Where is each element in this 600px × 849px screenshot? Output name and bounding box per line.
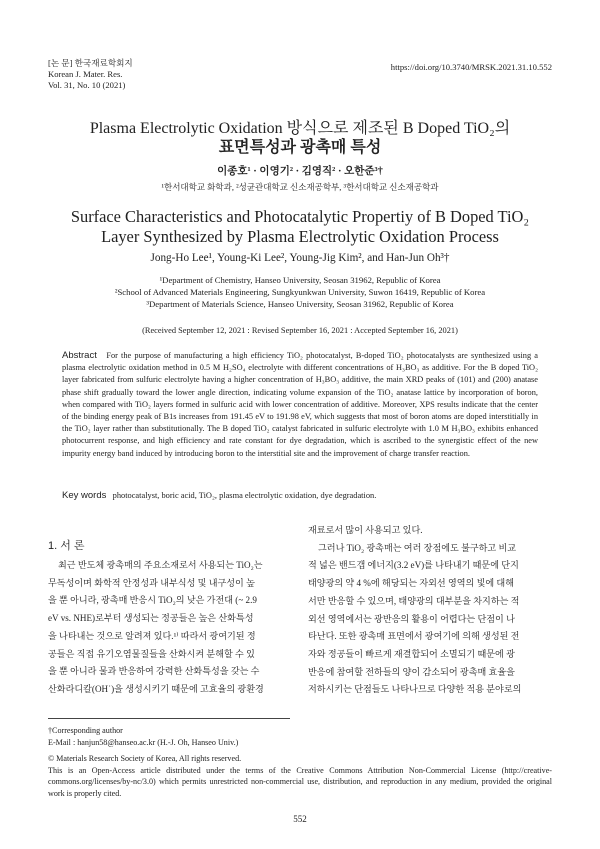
right-line: 서만 반응할 수 있으며, 태양광의 대부분을 차지하는 적 xyxy=(308,595,520,606)
affiliation-2: ²School of Advanced Materials Engineering, Sungkyunkwan University, Suwon 16419, Republic of Korea xyxy=(114,287,486,297)
author-email: E-Mail : hanjun58@hanseo.ac.kr (H.-J. Oh, Hanseo Univ.) xyxy=(48,737,239,747)
left-line: eV vs. NHE)로부터 생성되는 정공들은 높은 산화특성 xyxy=(48,613,254,624)
authors-kr: 이종호¹ · 이영기² · 김영직² · 오한준³† xyxy=(217,166,383,177)
right-line: 반응에 참여할 전하들의 양이 감소되어 광촉매 효율을 xyxy=(308,666,515,677)
footnote-divider xyxy=(48,718,290,719)
right-line: 재료로서 많이 사용되고 있다. xyxy=(308,525,423,535)
left-line: 을 뿐 아니라, 광촉매 반응시 TiO₂의 낮은 가전대 (~ 2.9 xyxy=(48,595,257,606)
abstract xyxy=(62,350,538,460)
left-column xyxy=(48,557,290,699)
title-kr xyxy=(0,119,600,157)
title-en-line1: Surface Characteristics and Photocatalytic Propertiy of B Doped TiO₂ xyxy=(70,207,530,226)
abstract-text: For the purpose of manufacturing a high efficiency TiO₂ photocatalyst, B-doped TiO₂ photocatalysts are synthesized using a plasma electrolytic oxidation method in 0.5 M H₂SO₄ electrolyte with different concentrations of H₃BO₃ as additive. For the B doped TiO₂ layer fabricated from sulfuric electrolyte having a higher concentration of H₃BO₃ additive, the main XRD peaks of (101) and (200) anatase phase shift gradually toward the lower angle direction, indicating volume expansion of the TiO₂ anatase lattice by incorporation of boron, when compared with TiO₂ layers formed in sulfuric acid with lower concentration of additive. Moreover, XPS results indicate that the center of the binding energy peak of B1s increases from 191.45 eV to 191.98 eV, which suggests that most of boron atoms are doped interstitially in the TiO₂ layer rather than substitutionally. The B doped TiO₂ catalyst fabricated in sulfuric electrolyte with 1.0 M H₃BO₃ exhibits enhanced photocurrent response, and high efficiency and rate constant for dye degradation, which is ascribed to the synergistic effect of the new impurity energy band induced by introducing boron to the interstitial site and the improvement of charge transfer reaction. xyxy=(62,351,538,458)
right-line: 외선 영역에서는 광반응의 활용이 어렵다는 단점이 나 xyxy=(308,613,515,624)
doi-link[interactable]: https://doi.org/10.3740/MRSK.2021.31.10.552 xyxy=(390,62,552,72)
title-en xyxy=(0,207,600,247)
right-line: 태양광의 약 4 %에 해당되는 자외선 영역의 빛에 대해 xyxy=(308,578,515,589)
footnote xyxy=(48,725,552,799)
license-notice: This is an Open-Access article distributed under the terms of the Creative Commons Attribution Non-Commercial License (http://creative-commons.org/licenses/by-nc/3.0) which permits unrestricted non-commercial use, distribution, and reproduction in any medium, provided the original work is properly cited. xyxy=(48,765,552,798)
keywords xyxy=(62,490,538,501)
corresponding-author: †Corresponding author xyxy=(48,726,123,735)
left-line: 무독성이며 화학적 안정성과 내부식성 및 내구성이 높 xyxy=(48,577,255,588)
right-column xyxy=(308,522,552,699)
left-line: 을 나타내는 것으로 알려져 있다.¹⁾ 따라서 광여기된 정 xyxy=(48,630,256,641)
keywords-text: photocatalyst, boric acid, TiO₂, plasma electrolytic oxidation, dye degradation. xyxy=(112,491,377,500)
right-line: 자와 정공들이 빠르게 재결합되어 소멸되기 때문에 광 xyxy=(308,648,515,659)
right-line: 타난다. 또한 광촉매 표면에서 광여기에 의해 생성된 전 xyxy=(308,631,520,642)
page-number: 552 xyxy=(293,814,307,824)
affiliations-kr: ¹한서대학교 화학과, ²성균관대학교 신소재공학부, ³한서대학교 신소재공학과 xyxy=(161,182,439,192)
left-line: 공들은 직접 유기오염물질들을 산화시켜 분해할 수 있 xyxy=(48,648,255,659)
title-kr-line1: Plasma Electrolytic Oxidation 방식으로 제조된 B Doped TiO₂의 xyxy=(89,120,511,137)
keywords-label: Key words xyxy=(62,490,107,501)
right-line: 그러나 TiO₂ 광촉매는 여러 장점에도 불구하고 비교 xyxy=(318,542,517,553)
left-line: 산화라디칼(OH˙)을 생성시키기 때문에 고효율의 광환경 xyxy=(48,683,264,694)
section-heading-introduction: 1. 서 론 xyxy=(48,540,85,552)
affiliations-en xyxy=(0,274,600,310)
journal-name-kr: [논 문] 한국재료학회지 xyxy=(48,58,133,68)
title-en-line2: Layer Synthesized by Plasma Electrolytic Oxidation Process xyxy=(101,227,499,246)
journal-volume: Vol. 31, No. 10 (2021) xyxy=(48,80,126,90)
title-kr-line2: 표면특성과 광촉매 특성 xyxy=(218,139,382,156)
left-line: 최근 반도체 광촉매의 주요소재로서 사용되는 TiO₂는 xyxy=(58,560,263,570)
abstract-label: Abstract xyxy=(62,350,97,361)
journal-header xyxy=(48,58,133,91)
affiliation-3: ³Department of Materials Science, Hanseo University, Seosan 31962, Republic of Korea xyxy=(146,299,454,309)
journal-name-en: Korean J. Mater. Res. xyxy=(48,69,123,79)
received-dates: (Received September 12, 2021 : Revised September 16, 2021 : Accepted September 16, 2021) xyxy=(142,326,458,335)
affiliation-1: ¹Department of Chemistry, Hanseo University, Seosan 31962, Republic of Korea xyxy=(159,275,441,285)
left-line: 을 뿐 아니라 물과 반응하여 강력한 산화특성을 갖는 수 xyxy=(48,666,260,677)
right-line: 적 넓은 밴드갭 에너지(3.2 eV)를 나타내기 때문에 단지 xyxy=(308,560,519,571)
authors-en: Jong-Ho Lee¹, Young-Ki Lee², Young-Jig Kim², and Han-Jun Oh³† xyxy=(150,252,450,264)
copyright-notice: © Materials Research Society of Korea, All rights reserved. xyxy=(48,754,242,763)
right-line: 저하시키는 단점들도 나타나므로 다양한 적용 분야로의 xyxy=(308,684,522,695)
